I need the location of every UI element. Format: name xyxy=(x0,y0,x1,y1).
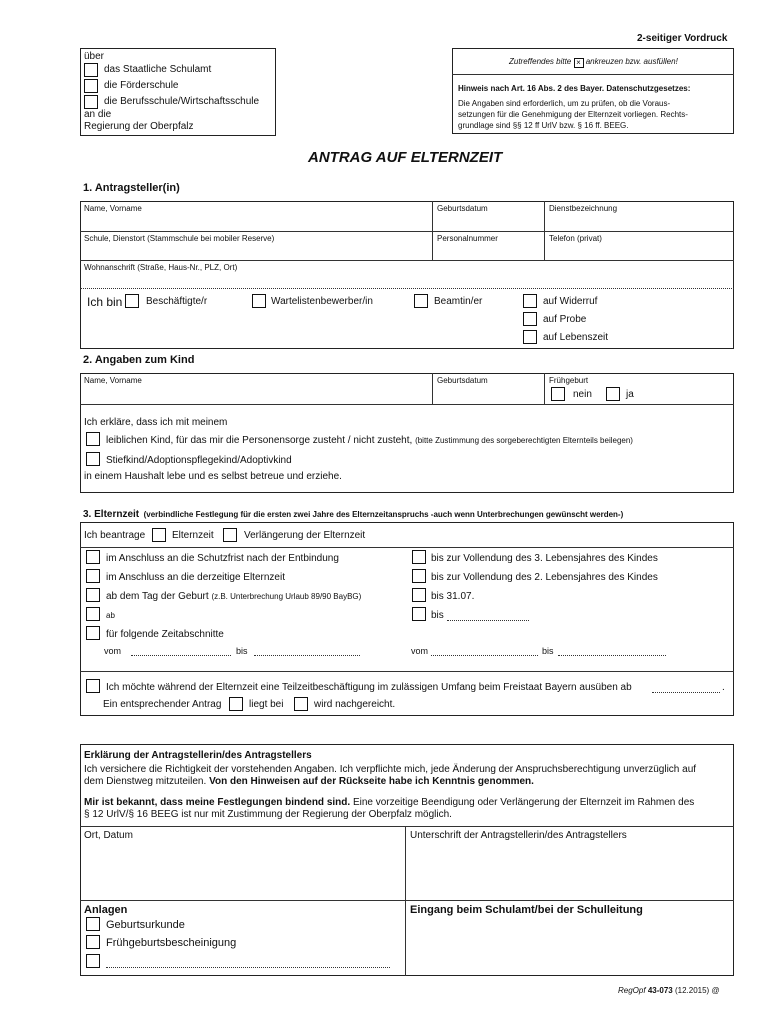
probation-checkbox[interactable] xyxy=(523,312,537,326)
part-time-checkbox[interactable] xyxy=(86,679,100,693)
applicant-staffno-label: Personalnummer xyxy=(437,234,498,243)
applicant-phone-label: Telefon (privat) xyxy=(549,234,602,243)
parental-leave-checkbox[interactable] xyxy=(152,528,166,542)
until-3-label: bis zur Vollendung des 3. Lebensjahres des Kindes xyxy=(431,553,658,564)
periods-checkbox[interactable] xyxy=(86,626,100,640)
applicant-title-label: Dienstbezeichnung xyxy=(549,204,618,213)
periods-vom-label: vom xyxy=(104,646,122,656)
after-protect-label: im Anschluss an die Schutzfrist nach der Entbindung xyxy=(106,553,339,564)
from-date-checkbox[interactable] xyxy=(86,607,100,621)
declaration-p2a: Mir ist bekannt, dass meine Festlegungen bindend sind. Eine vorzeitige Beendigung oder Verlängerung der Elternzeit im Rahmen des xyxy=(84,797,695,808)
section3-heading: 3. Elternzeit (verbindliche Festlegung für die ersten zwei Jahre des Elternzeitanspruchs -auch wenn Unterbrechungen gewünscht werden-) xyxy=(83,509,624,520)
section1-row-divider xyxy=(80,260,734,261)
declaration-p1b: dem Dienstweg mitzuteilen. Von den Hinweisen auf der Rückseite habe ich Kenntnis genommen. xyxy=(84,776,534,787)
declaration-heading: Erklärung der Antragstellerin/des Antragstellers xyxy=(84,750,312,761)
periods-label: für folgende Zeitabschnitte xyxy=(106,629,224,640)
application-enclosed-label: liegt bei xyxy=(249,699,284,710)
section2-col-divider xyxy=(432,373,433,404)
extension-checkbox[interactable] xyxy=(223,528,237,542)
privacy-divider xyxy=(452,74,734,75)
other-attachment-field[interactable] xyxy=(106,967,390,968)
waitlist-label: Wartelistenbewerber/in xyxy=(271,296,373,307)
until-date-label: bis xyxy=(431,610,444,621)
from-birth-label: ab dem Tag der Geburt (z.B. Unterbrechung Urlaub 89/90 BayBG) xyxy=(106,591,362,602)
birth-cert-label: Geburtsurkunde xyxy=(106,919,185,931)
waitlist-checkbox[interactable] xyxy=(252,294,266,308)
after-current-checkbox[interactable] xyxy=(86,569,100,583)
place-date-label: Ort, Datum xyxy=(84,830,133,841)
employee-label: Beschäftigte/r xyxy=(146,296,208,307)
section2-col-divider xyxy=(544,373,545,404)
recipient-schulamt-label: das Staatliche Schulamt xyxy=(104,64,212,75)
periods-bis-field[interactable] xyxy=(254,655,360,656)
privacy-text-1: Die Angaben sind erforderlich, um zu prüfen, ob die Voraus- xyxy=(458,99,671,108)
application-later-label: wird nachgereicht. xyxy=(314,699,396,710)
application-later-checkbox[interactable] xyxy=(294,697,308,711)
attachments-heading: Anlagen xyxy=(84,904,128,916)
extension-label: Verlängerung der Elternzeit xyxy=(244,530,366,541)
government-label: Regierung der Oberpfalz xyxy=(84,121,194,132)
section3-row-divider xyxy=(80,547,734,548)
copies-note: 2-seitiger Vordruck xyxy=(637,33,728,44)
receipt-heading: Eingang beim Schulamt/bei der Schulleitung xyxy=(410,904,643,916)
signature-label: Unterschrift der Antragstellerin/des Antragstellers xyxy=(410,830,627,841)
section1-heading: 1. Antragsteller(in) xyxy=(83,182,180,194)
recipient-berufsschule-checkbox[interactable] xyxy=(84,95,98,109)
privacy-title: Hinweis nach Art. 16 Abs. 2 des Bayer. Datenschutzgesetzes: xyxy=(458,84,691,93)
section1-row-divider xyxy=(80,231,734,232)
premature-yes-checkbox[interactable] xyxy=(606,387,620,401)
periods-vom-field[interactable] xyxy=(131,655,231,656)
lifetime-label: auf Lebenszeit xyxy=(543,332,609,343)
declaration-p2b: § 12 UrlV/§ 16 BEEG ist nur mit Zustimmung der Regierung der Oberpfalz möglich. xyxy=(84,809,452,820)
declaration-p1a: Ich versichere die Richtigkeit der vorstehenden Angaben. Ich verpflichte mich, jede Änderung der Anspruchsberechtigung unverzüglich auf xyxy=(84,764,697,775)
application-enclosed-checkbox[interactable] xyxy=(229,697,243,711)
declaration-divider xyxy=(80,900,734,901)
via-label: über xyxy=(84,51,105,62)
child-name-label: Name, Vorname xyxy=(84,376,142,385)
periods2-vom-field[interactable] xyxy=(431,655,538,656)
birth-cert-checkbox[interactable] xyxy=(86,917,100,931)
section3-row-divider xyxy=(80,671,734,672)
employee-checkbox[interactable] xyxy=(125,294,139,308)
premature-no-label: nein xyxy=(573,389,592,400)
other-attachment-checkbox[interactable] xyxy=(86,954,100,968)
probation-label: auf Probe xyxy=(543,314,587,325)
recipient-foerderschule-checkbox[interactable] xyxy=(84,79,98,93)
step-child-label: Stiefkind/Adoptionspflegekind/Adoptivkind xyxy=(106,455,292,466)
until-3-checkbox[interactable] xyxy=(412,550,426,564)
section2-row-divider xyxy=(80,404,734,405)
section1-col-divider xyxy=(544,201,545,260)
from-date-label: ab xyxy=(106,611,115,620)
recipient-berufsschule-label: die Berufsschule/Wirtschaftsschule xyxy=(104,96,260,107)
periods-bis-label: bis xyxy=(236,646,248,656)
privacy-text-3: grundlage sind §§ 12 ff UrlV bzw. § 16 ff. BEEG. xyxy=(458,121,629,130)
section1-col-divider xyxy=(432,201,433,260)
recipient-schulamt-checkbox[interactable] xyxy=(84,63,98,77)
section2-heading: 2. Angaben zum Kind xyxy=(83,354,195,366)
page-title: ANTRAG AUF ELTERNZEIT xyxy=(308,149,503,166)
bio-child-checkbox[interactable] xyxy=(86,432,100,446)
an-die-label: an die xyxy=(84,109,112,120)
periods2-bis-label: bis xyxy=(542,646,554,656)
after-current-label: im Anschluss an die derzeitige Elternzeit xyxy=(106,572,285,583)
checked-box-icon: × xyxy=(574,58,584,68)
household-text: in einem Haushalt lebe und es selbst betreue und erziehe. xyxy=(84,471,342,482)
periods2-vom-label: vom xyxy=(411,646,429,656)
recipient-foerderschule-label: die Förderschule xyxy=(104,80,179,91)
periods2-bis-field[interactable] xyxy=(558,655,666,656)
premature-cert-checkbox[interactable] xyxy=(86,935,100,949)
child-declare-text: Ich erkläre, dass ich mit meinem xyxy=(84,417,228,428)
premature-yes-label: ja xyxy=(626,389,634,400)
step-child-checkbox[interactable] xyxy=(86,452,100,466)
section1-row-divider xyxy=(80,288,734,289)
part-time-date-field[interactable] xyxy=(652,692,720,693)
until-date-field[interactable] xyxy=(447,620,529,621)
until-date-checkbox[interactable] xyxy=(412,607,426,621)
until-2-checkbox[interactable] xyxy=(412,569,426,583)
after-protect-checkbox[interactable] xyxy=(86,550,100,564)
revocable-checkbox[interactable] xyxy=(523,294,537,308)
form-number: RegOpf 43-073 (12.2015) @ xyxy=(618,986,720,995)
declaration-divider xyxy=(80,826,734,827)
declaration-col-divider xyxy=(405,826,406,976)
hint-check-note: Zutreffendes bitte × ankreuzen bzw. ausfüllen! xyxy=(509,57,678,67)
apply-label: Ich beantrage xyxy=(84,530,146,541)
child-dob-label: Geburtsdatum xyxy=(437,376,488,385)
section1-table xyxy=(80,201,734,349)
part-time-period: . xyxy=(722,682,725,693)
official-label: Beamtin/er xyxy=(434,296,483,307)
applicant-dob-label: Geburtsdatum xyxy=(437,204,488,213)
revocable-label: auf Widerruf xyxy=(543,296,598,307)
application-pre: Ein entsprechender Antrag xyxy=(103,699,222,710)
premature-no-checkbox[interactable] xyxy=(551,387,565,401)
part-time-label: Ich möchte während der Elternzeit eine Teilzeitbeschäftigung im zulässigen Umfang beim Freistaat Bayern ausüben ab xyxy=(106,682,632,693)
privacy-text-2: setzungen für die Genehmigung der Elternzeit vorliegen. Rechts- xyxy=(458,110,688,119)
applicant-name-label: Name, Vorname xyxy=(84,204,142,213)
applicant-address-label: Wohnanschrift (Straße, Haus-Nr., PLZ, Ort) xyxy=(84,263,238,272)
official-checkbox[interactable] xyxy=(414,294,428,308)
bio-child-label: leiblichen Kind, für das mir die Personensorge zusteht / nicht zusteht, (bitte Zustimmung des sorgeberechtigten Elternteils beilegen) xyxy=(106,435,633,446)
until-3107-checkbox[interactable] xyxy=(412,588,426,602)
ich-bin-label: Ich bin xyxy=(87,295,123,309)
lifetime-checkbox[interactable] xyxy=(523,330,537,344)
until-3107-label: bis 31.07. xyxy=(431,591,475,602)
parental-leave-label: Elternzeit xyxy=(172,530,214,541)
applicant-school-label: Schule, Dienstort (Stammschule bei mobiler Reserve) xyxy=(84,234,275,243)
premature-cert-label: Frühgeburtsbescheinigung xyxy=(106,937,237,949)
until-2-label: bis zur Vollendung des 2. Lebensjahres des Kindes xyxy=(431,572,658,583)
from-birth-checkbox[interactable] xyxy=(86,588,100,602)
premature-label: Frühgeburt xyxy=(549,376,589,385)
